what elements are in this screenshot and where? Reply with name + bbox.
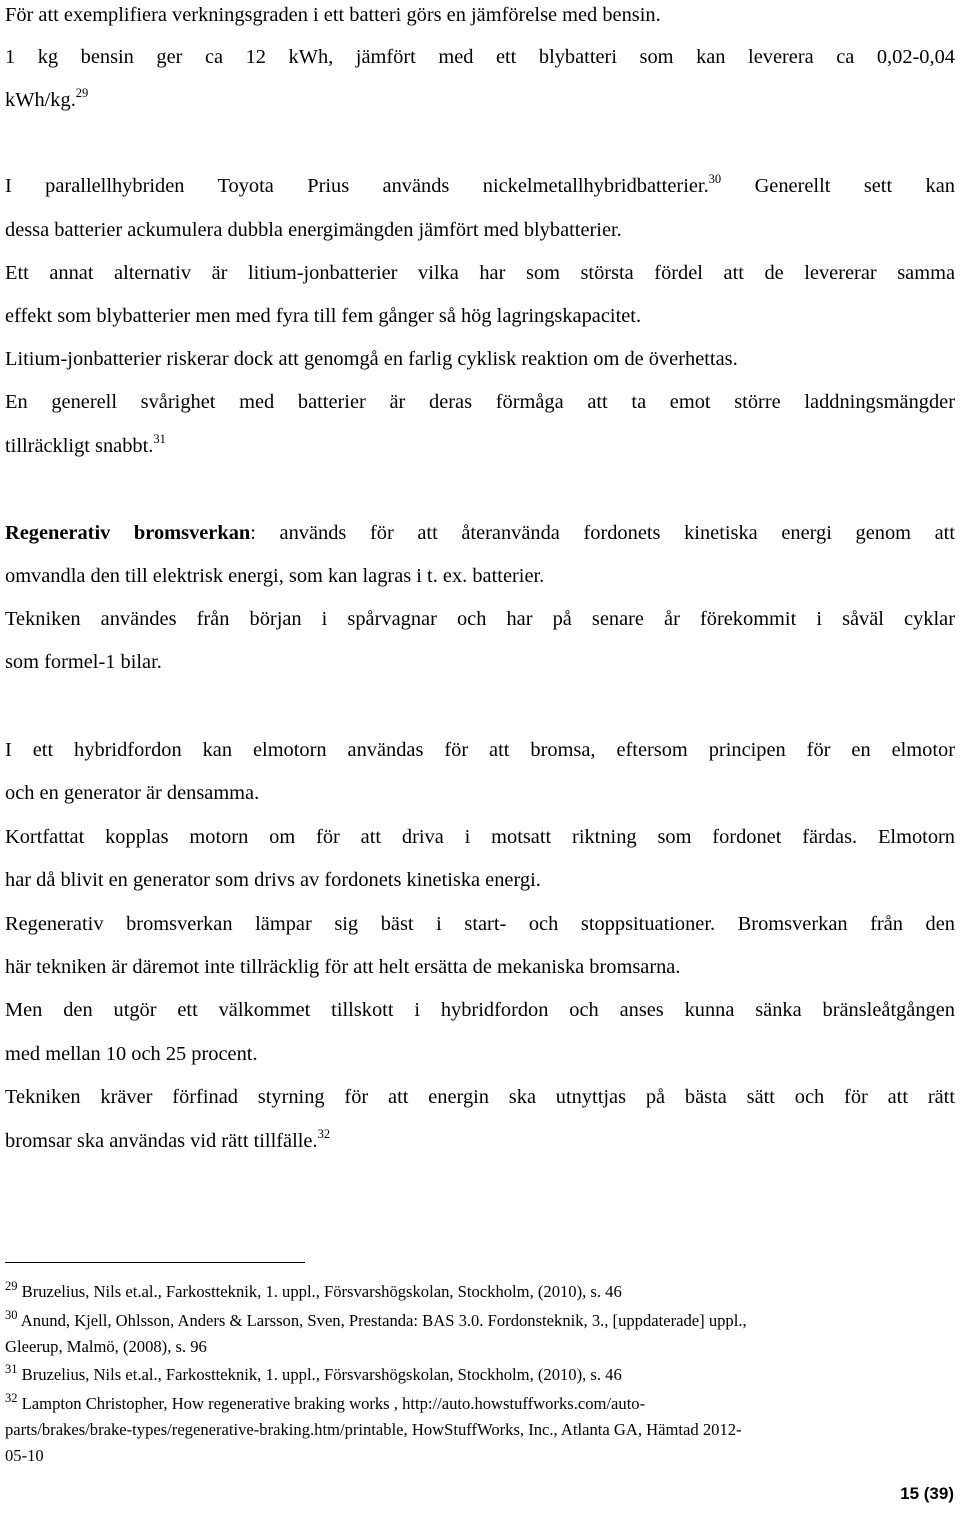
footnote bbox=[5, 1308, 747, 1331]
text-line bbox=[5, 912, 955, 936]
text-run: bromsar ska användas vid rätt tillfälle. bbox=[5, 1130, 318, 1152]
text-run: Generellt sett kan bbox=[721, 175, 955, 197]
text-line bbox=[5, 998, 955, 1022]
text-run: tillräckligt snabbt. bbox=[5, 435, 154, 457]
text-line bbox=[5, 868, 541, 892]
text-line bbox=[5, 88, 88, 112]
footnote-continuation bbox=[5, 1446, 44, 1466]
text-line bbox=[5, 390, 955, 414]
text-run: : används för att återanvända fordonets kinetiska energi genom att bbox=[250, 522, 956, 544]
text-line bbox=[5, 347, 738, 371]
text-line bbox=[5, 607, 955, 631]
text-line bbox=[5, 174, 955, 198]
text-run: Ett annat alternativ är litium-jonbatterier vilka har som största fördel att de levererar samma bbox=[5, 262, 955, 284]
footnote-number: 31 bbox=[5, 1362, 18, 1376]
text-line bbox=[5, 3, 661, 27]
text-run: dessa batterier ackumulera dubbla energimängden jämfört med blybatterier. bbox=[5, 219, 622, 241]
footnote bbox=[5, 1391, 646, 1414]
text-run: med mellan 10 och 25 procent. bbox=[5, 1043, 258, 1065]
text-run: här tekniken är däremot inte tillräcklig för att helt ersätta de mekaniska bromsarna. bbox=[5, 956, 681, 978]
text-run: Regenerativ bromsverkan lämpar sig bäst i start- och stoppsituationer. Bromsverkan från den bbox=[5, 913, 955, 935]
text-line bbox=[5, 564, 544, 588]
term-heading: Regenerativ bromsverkan bbox=[5, 522, 251, 544]
footnote-continuation bbox=[5, 1337, 207, 1357]
text-line bbox=[5, 650, 162, 674]
text-run: Tekniken kräver förfinad styrning för att energin ska utnyttjas på bästa sätt och för att rätt bbox=[5, 1086, 955, 1108]
text-run: Men den utgör ett välkommet tillskott i hybridfordon och anses kunna sänka bränsleåtgången bbox=[5, 999, 955, 1021]
text-line bbox=[5, 1129, 330, 1153]
footnote-ref[interactable]: 30 bbox=[708, 172, 722, 186]
text-run: Kortfattat kopplas motorn om för att driva i motsatt riktning som fordonet färdas. Elmotorn bbox=[5, 826, 955, 848]
text-run: omvandla den till elektrisk energi, som kan lagras i t. ex. batterier. bbox=[5, 565, 545, 587]
footnote-text: Bruzelius, Nils et.al., Farkostteknik, 1. uppl., Försvarshögskolan, Stockholm, (2010), s. 46 bbox=[21, 1365, 622, 1384]
footnote-continuation bbox=[5, 1420, 742, 1440]
text-line bbox=[5, 955, 680, 979]
text-line bbox=[5, 1085, 955, 1109]
footnote-number: 30 bbox=[5, 1308, 18, 1322]
text-line bbox=[5, 521, 955, 545]
text-line bbox=[5, 1042, 258, 1066]
footnote bbox=[5, 1362, 622, 1385]
text-run: I ett hybridfordon kan elmotorn användas för att bromsa, eftersom principen för en elmotor bbox=[5, 739, 955, 761]
text-run: och en generator är densamma. bbox=[5, 782, 260, 804]
text-line bbox=[5, 304, 641, 328]
text-run: som formel-1 bilar. bbox=[5, 651, 162, 673]
text-run: 1 kg bensin ger ca 12 kWh, jämfört med ett blybatteri som kan leverera ca 0,02-0,04 bbox=[5, 46, 955, 68]
text-line bbox=[5, 781, 259, 805]
text-run: effekt som blybatterier men med fyra till fem gånger så hög lagringskapacitet. bbox=[5, 305, 642, 327]
text-line bbox=[5, 434, 166, 458]
footnote-number: 29 bbox=[5, 1279, 18, 1293]
text-run: kWh/kg. bbox=[5, 89, 76, 111]
page-number: 15 (39) bbox=[900, 1484, 954, 1503]
text-run: Tekniken användes från början i spårvagnar och har på senare år förekommit i såväl cyklar bbox=[5, 608, 955, 630]
footnote-ref[interactable]: 29 bbox=[75, 86, 89, 100]
footnote-separator bbox=[5, 1262, 305, 1263]
text-run: Litium-jonbatterier riskerar dock att genomgå en farlig cyklisk reaktion om de överhettas. bbox=[5, 348, 738, 370]
footnote-text: Bruzelius, Nils et.al., Farkostteknik, 1. uppl., Försvarshögskolan, Stockholm, (2010), s. 46 bbox=[21, 1282, 622, 1301]
text-line bbox=[5, 738, 955, 762]
footnote-text: Anund, Kjell, Ohlsson, Anders & Larsson, Sven, Prestanda: BAS 3.0. Fordonsteknik, 3., [uppdaterade] uppl., bbox=[20, 1311, 747, 1330]
text-line bbox=[5, 45, 955, 69]
footnote bbox=[5, 1279, 622, 1302]
text-run: För att exemplifiera verkningsgraden i ett batteri görs en jämförelse med bensin. bbox=[5, 4, 661, 26]
text-run: har då blivit en generator som drivs av fordonets kinetiska energi. bbox=[5, 869, 541, 891]
footnote-text[interactable]: parts/brakes/brake-types/regenerative-braking.htm/printable, HowStuffWorks, Inc., Atlanta GA, Hämtad 2012- bbox=[5, 1420, 742, 1439]
footnote-text[interactable]: Lampton Christopher, How regenerative braking works , http://auto.howstuffworks.com/auto- bbox=[21, 1394, 646, 1413]
footnote-text: 05-10 bbox=[5, 1446, 44, 1465]
text-line bbox=[5, 825, 955, 849]
text-run: I parallellhybriden Toyota Prius används nickelmetallhybridbatterier. bbox=[5, 175, 709, 197]
text-line bbox=[5, 261, 955, 285]
footnote-number: 32 bbox=[5, 1391, 18, 1405]
footnote-text: Gleerup, Malmö, (2008), s. 96 bbox=[5, 1337, 207, 1356]
footnote-ref[interactable]: 31 bbox=[153, 432, 166, 446]
text-run: En generell svårighet med batterier är deras förmåga att ta emot större laddningsmängder bbox=[5, 391, 955, 413]
text-line bbox=[5, 218, 622, 242]
footnote-ref[interactable]: 32 bbox=[317, 1127, 331, 1141]
